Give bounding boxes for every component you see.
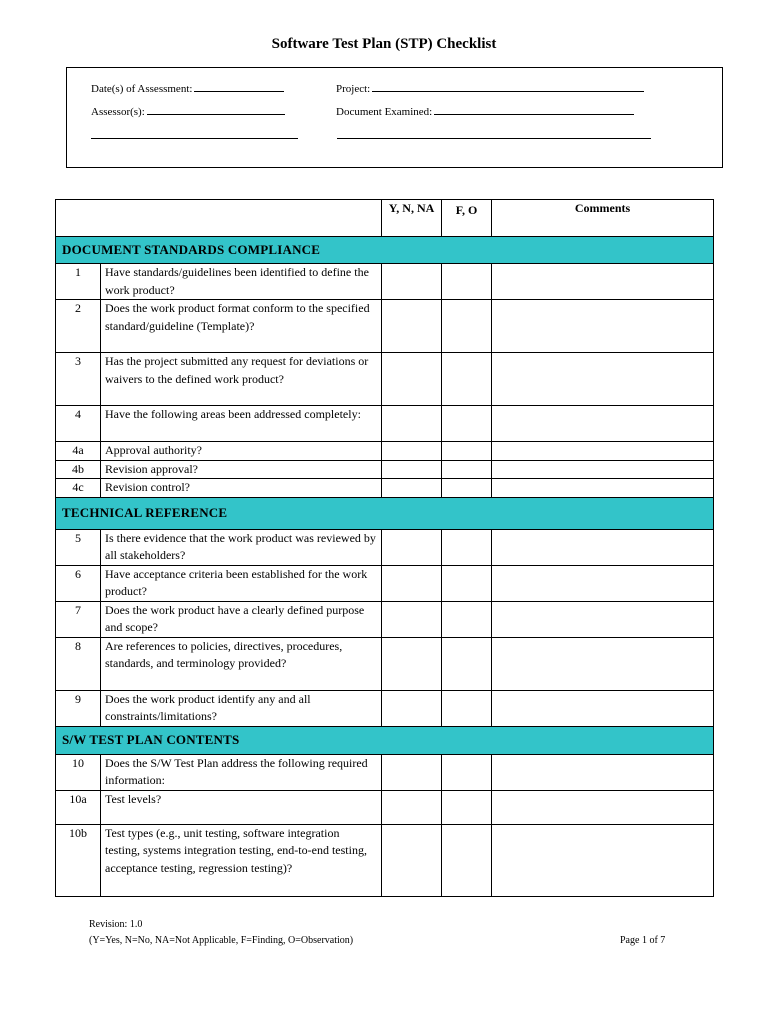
question-header [56, 200, 382, 237]
document-examined-blank-line [434, 105, 634, 115]
ynna-cell[interactable] [382, 637, 442, 690]
ynna-cell[interactable] [382, 353, 442, 406]
comments-cell[interactable] [492, 790, 714, 824]
section-header-row [56, 237, 714, 264]
ynna-cell[interactable] [382, 824, 442, 896]
item-number: 4c [56, 479, 101, 498]
item-number: 2 [56, 300, 101, 353]
comments-cell[interactable] [492, 479, 714, 498]
item-number: 6 [56, 565, 101, 601]
comments-cell[interactable] [492, 460, 714, 479]
assessor-field[interactable] [91, 105, 285, 118]
fo-cell[interactable] [442, 637, 492, 690]
fo-cell[interactable] [442, 300, 492, 353]
table-row [56, 300, 714, 353]
table-row [56, 442, 714, 461]
extra-assessor-line[interactable] [91, 138, 298, 139]
table-row [56, 479, 714, 498]
fo-cell[interactable] [442, 565, 492, 601]
document-examined-label: Document Examined: [336, 106, 433, 118]
date-field[interactable] [91, 82, 284, 95]
project-blank-line [372, 82, 644, 92]
ynna-cell[interactable] [382, 565, 442, 601]
item-number: 3 [56, 353, 101, 406]
item-number: 10a [56, 790, 101, 824]
project-label: Project: [336, 83, 371, 95]
ynna-cell[interactable] [382, 460, 442, 479]
fo-header: F, O [442, 200, 492, 237]
item-question: Does the work product format conform to the specified standard/guideline (Template)? [101, 300, 382, 353]
item-number: 7 [56, 601, 101, 637]
item-question: Test types (e.g., unit testing, software integration testing, systems integration testing, end-to-end testing, acceptance testing, regression testing)? [101, 824, 382, 896]
item-number: 4 [56, 406, 101, 442]
table-row [56, 529, 714, 565]
comments-cell[interactable] [492, 406, 714, 442]
item-question: Have acceptance criteria been established for the work product? [101, 565, 382, 601]
comments-cell[interactable] [492, 442, 714, 461]
table-row [56, 790, 714, 824]
comments-cell[interactable] [492, 824, 714, 896]
fo-cell[interactable] [442, 479, 492, 498]
table-row [56, 824, 714, 896]
project-field[interactable] [336, 82, 644, 95]
table-row [56, 353, 714, 406]
ynna-header: Y, N, NA [382, 200, 442, 237]
table-row [56, 601, 714, 637]
document-examined-field[interactable] [336, 105, 634, 118]
ynna-cell[interactable] [382, 601, 442, 637]
item-question: Does the S/W Test Plan address the following required information: [101, 754, 382, 790]
ynna-cell[interactable] [382, 690, 442, 726]
section-title: S/W TEST PLAN CONTENTS [56, 726, 714, 754]
item-number: 10b [56, 824, 101, 896]
assessor-label: Assessor(s): [91, 106, 145, 118]
item-number: 1 [56, 264, 101, 300]
table-row [56, 690, 714, 726]
comments-cell[interactable] [492, 637, 714, 690]
table-row [56, 264, 714, 300]
item-question: Has the project submitted any request for deviations or waivers to the defined work product? [101, 353, 382, 406]
item-number: 4a [56, 442, 101, 461]
item-question: Test levels? [101, 790, 382, 824]
item-number: 5 [56, 529, 101, 565]
fo-cell[interactable] [442, 406, 492, 442]
item-question: Is there evidence that the work product was reviewed by all stakeholders? [101, 529, 382, 565]
comments-cell[interactable] [492, 529, 714, 565]
revision-text: Revision: 1.0 [89, 919, 143, 930]
section-title: DOCUMENT STANDARDS COMPLIANCE [56, 237, 714, 264]
ynna-cell[interactable] [382, 529, 442, 565]
ynna-cell[interactable] [382, 479, 442, 498]
item-question: Have the following areas been addressed completely: [101, 406, 382, 442]
fo-cell[interactable] [442, 824, 492, 896]
ynna-cell[interactable] [382, 442, 442, 461]
comments-cell[interactable] [492, 754, 714, 790]
checklist-table [55, 199, 714, 897]
section-header-row [56, 497, 714, 529]
extra-document-line[interactable] [337, 138, 651, 139]
comments-cell[interactable] [492, 601, 714, 637]
fo-cell[interactable] [442, 353, 492, 406]
fo-cell[interactable] [442, 754, 492, 790]
fo-cell[interactable] [442, 442, 492, 461]
comments-cell[interactable] [492, 353, 714, 406]
table-row [56, 565, 714, 601]
ynna-cell[interactable] [382, 790, 442, 824]
comments-cell[interactable] [492, 565, 714, 601]
item-number: 4b [56, 460, 101, 479]
table-header-row [56, 200, 714, 237]
date-label: Date(s) of Assessment: [91, 83, 193, 95]
fo-cell[interactable] [442, 460, 492, 479]
date-blank-line [194, 82, 284, 92]
ynna-cell[interactable] [382, 264, 442, 300]
item-question: Are references to policies, directives, procedures, standards, and terminology provided? [101, 637, 382, 690]
section-header-row [56, 726, 714, 754]
fo-cell[interactable] [442, 529, 492, 565]
ynna-cell[interactable] [382, 300, 442, 353]
fo-cell[interactable] [442, 690, 492, 726]
fo-cell[interactable] [442, 790, 492, 824]
item-number: 8 [56, 637, 101, 690]
table-row [56, 754, 714, 790]
ynna-cell[interactable] [382, 406, 442, 442]
table-row [56, 460, 714, 479]
fo-cell[interactable] [442, 264, 492, 300]
section-title: TECHNICAL REFERENCE [56, 497, 714, 529]
comments-header: Comments [492, 200, 714, 237]
assessor-blank-line [147, 105, 285, 115]
comments-cell[interactable] [492, 264, 714, 300]
legend-text: (Y=Yes, N=No, NA=Not Applicable, F=Finding, O=Observation) [89, 935, 354, 946]
item-question: Revision control? [101, 479, 382, 498]
item-number: 10 [56, 754, 101, 790]
assessment-info-box [66, 67, 723, 168]
item-question: Does the work product identify any and all constraints/limitations? [101, 690, 382, 726]
item-question: Have standards/guidelines been identified to define the work product? [101, 264, 382, 300]
table-row [56, 637, 714, 690]
comments-cell[interactable] [492, 690, 714, 726]
document-title: Software Test Plan (STP) Checklist [271, 36, 497, 52]
item-question: Approval authority? [101, 442, 382, 461]
table-row [56, 406, 714, 442]
item-question: Does the work product have a clearly defined purpose and scope? [101, 601, 382, 637]
comments-cell[interactable] [492, 300, 714, 353]
page-number: Page 1 of 7 [620, 935, 666, 946]
ynna-cell[interactable] [382, 754, 442, 790]
item-number: 9 [56, 690, 101, 726]
fo-cell[interactable] [442, 601, 492, 637]
item-question: Revision approval? [101, 460, 382, 479]
